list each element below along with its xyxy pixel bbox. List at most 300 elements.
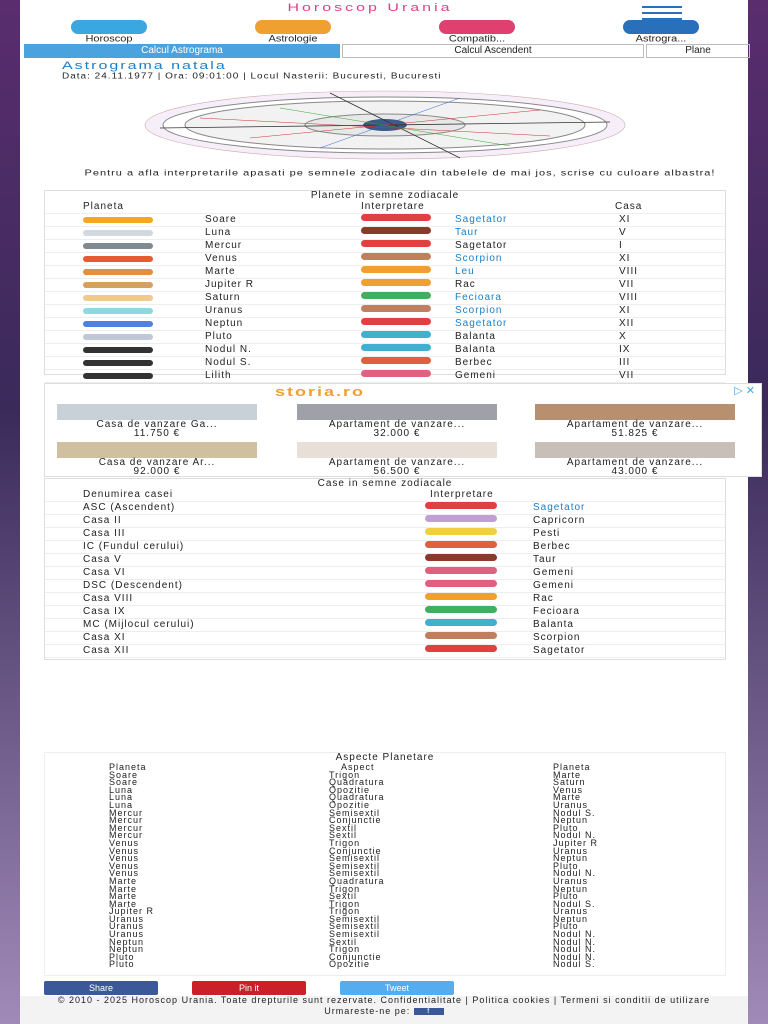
house-row [45, 632, 725, 645]
listing-price: 56.500 € [373, 466, 421, 477]
natal-chart-wheel [130, 88, 640, 163]
share-button-2[interactable]: Tweet [340, 981, 454, 995]
aspect-type: Trigon [329, 883, 361, 894]
aspect-type: Sextil [329, 830, 358, 841]
zodiac-sign-icon [361, 357, 431, 364]
house-name: Casa V [83, 554, 122, 565]
aspect-row [45, 877, 725, 885]
zodiac-sign-icon [361, 370, 431, 377]
aspect-row [45, 862, 725, 870]
house-row [45, 645, 725, 658]
aspect-planet-b: Neptun [553, 815, 589, 826]
planet-row [45, 305, 725, 318]
planet-icon [83, 282, 153, 288]
planet-house: XI [619, 253, 631, 264]
zodiac-sign-icon [361, 227, 431, 234]
aspect-planet-a: Uranus [109, 913, 145, 924]
planet-row [45, 331, 725, 344]
planet-name: Venus [205, 253, 238, 264]
zodiac-sign-link: Gemeni [533, 567, 575, 578]
aspect-planet-a: Venus [109, 860, 140, 871]
aspect-planet-b: Saturn [553, 777, 586, 788]
aspect-row [45, 885, 725, 893]
listing-title: Apartament de vanzare... [328, 419, 466, 430]
zodiac-sign-icon [425, 528, 497, 535]
listing-photo [535, 404, 735, 420]
planet-house: X [619, 331, 627, 342]
planet-name: Nodul S. [205, 357, 252, 368]
nav-label: Horoscop [85, 34, 133, 44]
aspect-planet-b: Neptun [553, 913, 589, 924]
aspect-planet-a: Luna [109, 784, 134, 795]
planet-name: Pluto [205, 331, 233, 342]
listing-title: Apartament de vanzare... [566, 457, 704, 468]
zodiac-sign-link: Gemeni [533, 580, 575, 591]
house-name: MC (Mijlocul cerului) [83, 619, 195, 630]
nav-label: Compatib... [448, 34, 506, 44]
aspect-row [45, 930, 725, 938]
aspect-type: Quadratura [329, 875, 385, 886]
zodiac-sign-link[interactable]: Sagetator [455, 214, 508, 225]
listing-title: Apartament de vanzare... [566, 419, 704, 430]
planet-row [45, 253, 725, 266]
nav-label: Astrologie [268, 34, 318, 44]
zodiac-sign-link: Balanta [455, 331, 496, 342]
house-name: Casa VI [83, 567, 126, 578]
zodiac-sign-icon [425, 567, 497, 574]
zodiac-sign-link: Sagetator [455, 240, 508, 251]
aspect-planet-a: Venus [109, 853, 140, 864]
header-planet-b: Planeta [553, 762, 591, 772]
zodiac-sign-icon [361, 305, 431, 312]
aspect-type: Sextil [329, 822, 358, 833]
aspect-planet-a: Uranus [109, 921, 145, 932]
birth-details: Data: 24.11.1977 | Ora: 09:01:00 | Locul Nasterii: Bucuresti, Bucuresti [62, 72, 442, 81]
planet-house: VIII [619, 266, 639, 277]
zodiac-sign-link: Rac [533, 593, 554, 604]
planet-icon [83, 217, 153, 223]
listing-photo [57, 442, 257, 458]
nav-item-2[interactable] [392, 20, 562, 44]
intro-text: Pentru a afla interpretarile apasati pe semnele zodiacale din tabelele de mai jos, scrise cu culoare albastra! [84, 168, 716, 178]
aspect-planet-b: Jupiter R [553, 837, 599, 848]
planet-name: Marte [205, 266, 236, 277]
aspect-type: Semisextil [329, 868, 381, 879]
house-name: IC (Fundul cerului) [83, 541, 185, 552]
aspect-type: Opozitie [329, 799, 371, 810]
aspect-planet-b: Nodul N. [553, 830, 597, 841]
zodiac-sign-icon [361, 292, 431, 299]
house-row [45, 541, 725, 554]
aspect-row [45, 786, 725, 794]
ad-close-icon[interactable]: ▷ ✕ [734, 385, 755, 397]
header-house-interpretation: Interpretare [430, 489, 494, 500]
aspect-planet-a: Mercur [109, 807, 144, 818]
aspect-row [45, 816, 725, 824]
aspect-row [45, 938, 725, 946]
zodiac-sign-icon [425, 580, 497, 587]
aspect-type: Semisextil [329, 807, 381, 818]
listing-price: 11.750 € [133, 428, 181, 439]
aspect-planet-a: Venus [109, 868, 140, 879]
zodiac-sign-icon [361, 318, 431, 325]
planet-icon [83, 373, 153, 379]
planet-house: XI [619, 305, 631, 316]
planet-row [45, 279, 725, 292]
zodiac-sign-link: Sagetator [533, 645, 586, 656]
zodiac-sign-icon [361, 344, 431, 351]
aspect-planet-b: Nodul N. [553, 951, 597, 962]
zodiac-sign-icon [425, 554, 497, 561]
zodiac-sign-link: Pesti [533, 528, 561, 539]
zodiac-sign-link: Rac [455, 279, 476, 290]
planet-name: Lilith [205, 370, 232, 381]
aspect-planet-a: Marte [109, 875, 138, 886]
zodiac-sign-icon [361, 240, 431, 247]
aspect-row [45, 854, 725, 862]
aspect-planet-a: Soare [109, 769, 139, 780]
zodiac-sign-link: Balanta [533, 619, 574, 630]
house-name: Casa XI [83, 632, 126, 643]
planet-icon [83, 295, 153, 301]
listing-photo [57, 404, 257, 420]
planet-house: XII [619, 318, 635, 329]
aspect-planet-b: Uranus [553, 799, 589, 810]
planet-icon [83, 334, 153, 340]
aspect-planet-b: Neptun [553, 853, 589, 864]
zodiac-sign-icon [361, 253, 431, 260]
aspect-planet-b: Pluto [553, 921, 579, 932]
aspect-type: Semisextil [329, 853, 381, 864]
zodiac-sign-link: Fecioara [533, 606, 580, 617]
aspect-row [45, 793, 725, 801]
planet-name: Nodul N. [205, 344, 252, 355]
planet-row [45, 344, 725, 357]
zodiac-sign-icon [361, 331, 431, 338]
copyright-text: © 2010 - 2025 Horoscop Urania. Toate drepturile sunt rezervate. Confidentialitate | Politica cookies | Termeni si conditii de utilizare [57, 995, 711, 1005]
planet-name: Jupiter R [205, 279, 255, 290]
aspect-row [45, 771, 725, 779]
aspect-planet-b: Nodul S. [553, 898, 596, 909]
zodiac-sign-link[interactable]: Sagetator [533, 502, 586, 513]
zodiac-sign-link[interactable]: Sagetator [455, 318, 508, 329]
house-name: Casa VIII [83, 593, 134, 604]
planet-name: Mercur [205, 240, 243, 251]
aspect-planet-a: Mercur [109, 822, 144, 833]
header-planet-a: Planeta [109, 762, 147, 772]
planet-row [45, 240, 725, 253]
aspect-type: Trigon [329, 906, 361, 917]
ad-listing[interactable] [535, 442, 735, 476]
zodiac-sign-link[interactable]: Scorpion [455, 253, 503, 264]
aspect-planet-a: Neptun [109, 944, 145, 955]
aspect-row [45, 907, 725, 915]
aspect-planet-a: Pluto [109, 959, 135, 970]
header-aspect: Aspect [341, 762, 375, 772]
ad-listing[interactable] [297, 404, 497, 438]
aspect-row [45, 922, 725, 930]
house-name: ASC (Ascendent) [83, 502, 176, 513]
zodiac-sign-link[interactable]: Scorpion [455, 305, 503, 316]
planet-icon [83, 308, 153, 314]
aspect-planet-b: Pluto [553, 891, 579, 902]
aspect-row [45, 839, 725, 847]
aspect-type: Conjunctie [329, 845, 382, 856]
aspect-planet-a: Luna [109, 792, 134, 803]
zodiac-sign-icon [425, 541, 497, 548]
share-button-0[interactable]: Share [44, 981, 158, 995]
planet-house: XI [619, 214, 631, 225]
tab-bar [24, 44, 748, 58]
aspect-type: Opozitie [329, 784, 371, 795]
aspect-planet-b: Uranus [553, 906, 589, 917]
aspect-row [45, 915, 725, 923]
planet-row [45, 318, 725, 331]
aspect-type: Quadratura [329, 777, 385, 788]
aspect-type: Sextil [329, 891, 358, 902]
house-name: Casa IX [83, 606, 126, 617]
nav-label: Astrogra... [635, 34, 687, 44]
planet-house: III [619, 357, 631, 368]
planet-row [45, 292, 725, 305]
house-name: DSC (Descendent) [83, 580, 183, 591]
planet-name: Soare [205, 214, 237, 225]
top-bar [20, 0, 748, 44]
planet-name: Saturn [205, 292, 241, 303]
aspect-planet-a: Marte [109, 898, 138, 909]
header-house: Casa [615, 201, 643, 212]
zodiac-sign-icon [361, 214, 431, 221]
planet-row [45, 266, 725, 279]
planet-house: VII [619, 279, 635, 290]
aspect-planet-b: Pluto [553, 822, 579, 833]
tab-1[interactable]: Calcul Ascendent [342, 44, 644, 58]
aspect-planet-a: Venus [109, 837, 140, 848]
zodiac-sign-link: Taur [533, 554, 557, 565]
aspect-row [45, 960, 725, 968]
aspect-planet-b: Nodul S. [553, 807, 596, 818]
aspect-row [45, 824, 725, 832]
house-row [45, 554, 725, 567]
listing-price: 51.825 € [611, 428, 659, 439]
aspects-table-title: Aspecte Planetare [335, 752, 435, 763]
aspect-planet-b: Neptun [553, 883, 589, 894]
zodiac-sign-icon [425, 502, 497, 509]
house-row [45, 567, 725, 580]
aspect-planet-b: Nodul N. [553, 944, 597, 955]
zodiac-sign-icon [425, 606, 497, 613]
planet-name: Luna [205, 227, 232, 238]
astrogram-title: Astrograma natala [62, 60, 227, 72]
aspect-type: Semisextil [329, 921, 381, 932]
planet-name: Neptun [205, 318, 244, 329]
ad-listing[interactable] [535, 404, 735, 438]
aspect-type: Sextil [329, 936, 358, 947]
aspects-table [44, 752, 726, 976]
site-title[interactable]: Horoscop Urania [287, 2, 453, 14]
aspect-row [45, 778, 725, 786]
nav-pill-icon [71, 20, 147, 34]
planet-house: V [619, 227, 627, 238]
nav-pill-icon [623, 20, 699, 34]
aspect-planet-a: Marte [109, 883, 138, 894]
zodiac-sign-icon [425, 632, 497, 639]
zodiac-sign-icon [425, 619, 497, 626]
aspect-type: Quadratura [329, 792, 385, 803]
house-row [45, 515, 725, 528]
planet-name: Uranus [205, 305, 244, 316]
tab-2[interactable]: Plane [646, 44, 750, 58]
planet-house: IX [619, 344, 631, 355]
listing-photo [535, 442, 735, 458]
listing-title: Casa de vanzare Ga... [96, 419, 218, 430]
share-button-1[interactable]: Pin it [192, 981, 306, 995]
aspect-row [45, 831, 725, 839]
zodiac-sign-icon [361, 266, 431, 273]
aspect-row [45, 892, 725, 900]
planet-icon [83, 269, 153, 275]
header-planet: Planeta [83, 201, 124, 212]
aspect-planet-a: Mercur [109, 830, 144, 841]
house-name: Casa XII [83, 645, 130, 656]
ad-listing[interactable] [57, 442, 257, 476]
houses-table [44, 478, 726, 660]
nav-pill-icon [255, 20, 331, 34]
nav-item-1[interactable] [208, 20, 378, 44]
aspect-type: Conjunctie [329, 951, 382, 962]
house-row [45, 528, 725, 541]
zodiac-sign-link: Berbec [533, 541, 571, 552]
zodiac-sign-icon [425, 645, 497, 652]
house-row [45, 606, 725, 619]
nav-item-3[interactable] [576, 20, 746, 44]
aspect-type: Semisextil [329, 860, 381, 871]
planet-icon [83, 256, 153, 262]
houses-table-title: Case in semne zodiacale [317, 478, 453, 489]
house-row [45, 619, 725, 632]
page [20, 0, 755, 1024]
planet-icon [83, 243, 153, 249]
tab-0[interactable]: Calcul Astrograma [24, 44, 340, 58]
aspects-table-header [45, 763, 725, 771]
aspect-planet-b: Venus [553, 784, 584, 795]
facebook-icon[interactable]: f [414, 1008, 444, 1015]
zodiac-sign-link: Balanta [455, 344, 496, 355]
zodiac-sign-icon [425, 515, 497, 522]
planet-house: VIII [619, 292, 639, 303]
nav-pill-icon [439, 20, 515, 34]
aspect-row [45, 953, 725, 961]
aspect-planet-b: Uranus [553, 845, 589, 856]
planets-table-title: Planete in semne zodiacale [310, 190, 460, 201]
zodiac-sign-icon [361, 279, 431, 286]
houses-table-header [45, 489, 725, 502]
planet-icon [83, 360, 153, 366]
planet-row [45, 357, 725, 370]
ad-listing[interactable] [57, 404, 257, 438]
aspect-planet-a: Venus [109, 845, 140, 856]
aspect-planet-a: Mercur [109, 815, 144, 826]
aspect-planet-b: Nodul N. [553, 936, 597, 947]
listing-photo [297, 442, 497, 458]
listing-price: 43.000 € [611, 466, 659, 477]
aspect-planet-b: Nodul S. [553, 959, 596, 970]
aspect-planet-a: Marte [109, 891, 138, 902]
house-name: Casa III [83, 528, 126, 539]
nav-item-0[interactable] [24, 20, 194, 44]
aspect-type: Trigon [329, 944, 361, 955]
listing-title: Apartament de vanzare... [328, 457, 466, 468]
aspect-planet-a: Soare [109, 777, 139, 788]
aspect-planet-a: Pluto [109, 951, 135, 962]
aspect-planet-b: Marte [553, 792, 582, 803]
aspect-row [45, 869, 725, 877]
zodiac-sign-link[interactable]: Leu [455, 266, 475, 277]
zodiac-sign-link: Gemeni [455, 370, 497, 381]
aspect-row [45, 945, 725, 953]
zodiac-sign-link: Scorpion [533, 632, 581, 643]
ad-listing[interactable] [297, 442, 497, 476]
listing-title: Casa de vanzare Ar... [98, 457, 216, 468]
planets-table-header [45, 201, 725, 214]
aspect-type: Semisextil [329, 913, 381, 924]
house-row [45, 502, 725, 515]
aspect-type: Conjunctie [329, 815, 382, 826]
header-interpretation: Interpretare [361, 201, 425, 212]
zodiac-sign-icon [425, 593, 497, 600]
planet-icon [83, 230, 153, 236]
aspect-type: Opozitie [329, 959, 371, 970]
planet-row [45, 370, 725, 383]
header-house-name: Denumirea casei [83, 489, 174, 500]
aspect-planet-b: Nodul N. [553, 868, 597, 879]
zodiac-sign-link: Berbec [455, 357, 493, 368]
hamburger-menu-icon[interactable] [642, 6, 682, 20]
house-row [45, 580, 725, 593]
advertisement[interactable] [44, 383, 762, 477]
listing-price: 32.000 € [373, 428, 421, 439]
zodiac-sign-link: Capricorn [533, 515, 586, 526]
follow-label: Urmareste-ne pe: [324, 1006, 411, 1016]
listing-photo [297, 404, 497, 420]
aspect-planet-b: Marte [553, 769, 582, 780]
aspect-planet-a: Neptun [109, 936, 145, 947]
aspect-type: Semisextil [329, 929, 381, 940]
footer [20, 996, 748, 1024]
aspect-row [45, 847, 725, 855]
house-name: Casa II [83, 515, 122, 526]
aspect-planet-b: Uranus [553, 875, 589, 886]
aspect-planet-b: Pluto [553, 860, 579, 871]
ad-logo[interactable]: storia.ro [275, 385, 366, 399]
planet-row [45, 227, 725, 240]
planet-icon [83, 321, 153, 327]
zodiac-sign-link[interactable]: Taur [455, 227, 479, 238]
aspect-type: Trigon [329, 837, 361, 848]
aspect-type: Trigon [329, 769, 361, 780]
listing-price: 92.000 € [133, 466, 181, 477]
aspect-type: Trigon [329, 898, 361, 909]
aspect-planet-a: Luna [109, 799, 134, 810]
zodiac-sign-link[interactable]: Fecioara [455, 292, 502, 303]
aspect-row [45, 801, 725, 809]
planet-house: VII [619, 370, 635, 381]
aspect-planet-a: Jupiter R [109, 906, 155, 917]
planets-table [44, 190, 726, 381]
aspect-planet-b: Nodul N. [553, 929, 597, 940]
aspect-planet-a: Uranus [109, 929, 145, 940]
planet-row [45, 214, 725, 227]
